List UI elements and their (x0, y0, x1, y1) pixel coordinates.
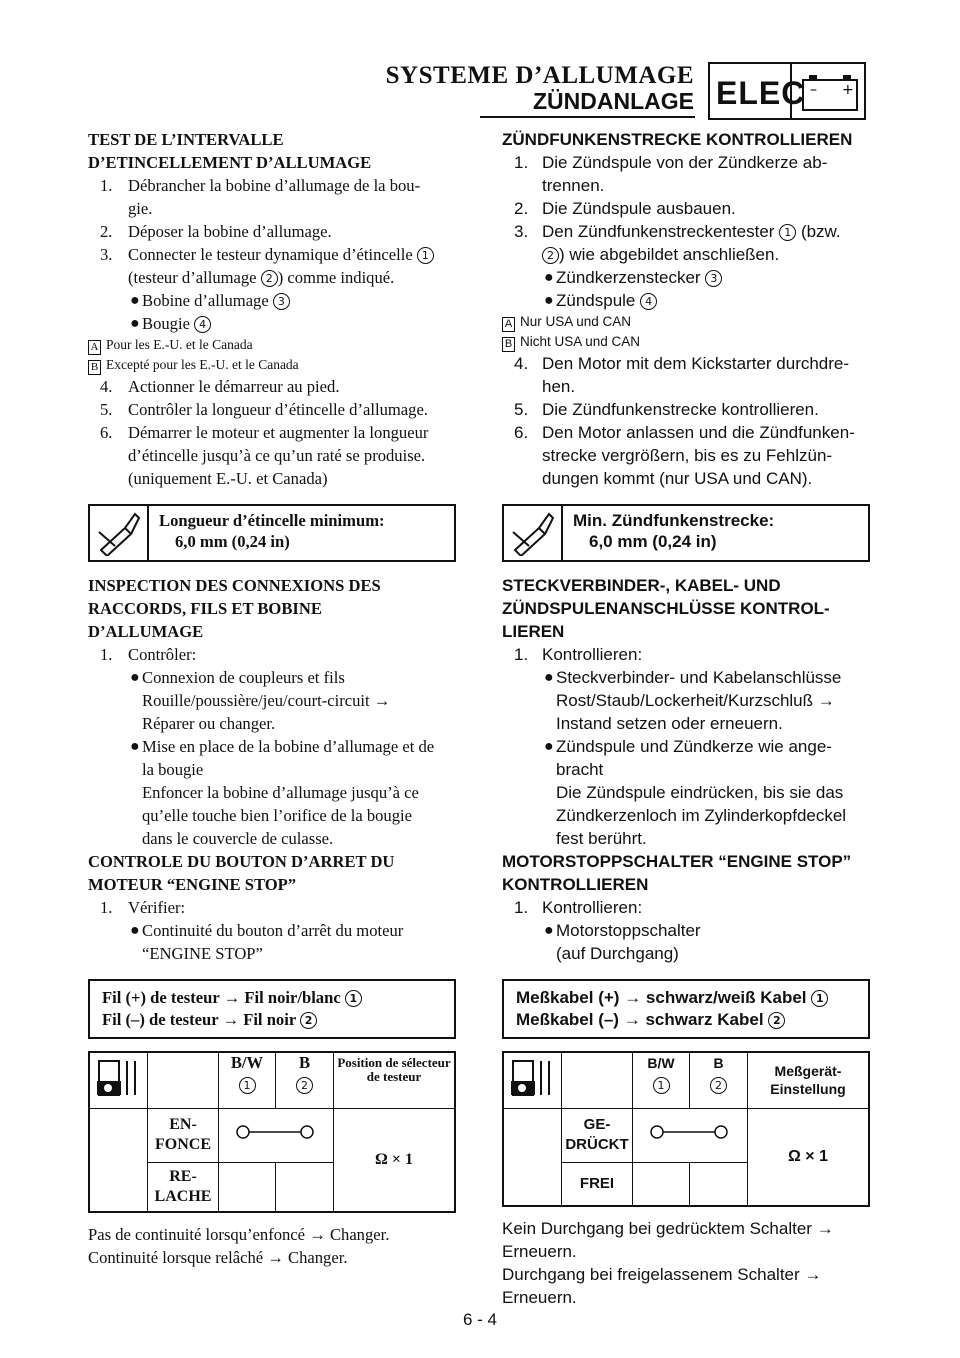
note-b: B Excepté pour les E.-U. et le Canada (88, 355, 468, 375)
continuity-table: B/W 1 B 2 Position de sélecteur de testeur EN- FONCE Ω × 1 RE- LACHE (88, 1051, 456, 1213)
check-step-1: 1. Contrôler: (100, 645, 197, 664)
ohm-setting-de: Ω × 1 (748, 1108, 870, 1206)
header-rule (480, 116, 695, 118)
col-b-de: B (713, 1055, 724, 1071)
multimeter-icon-de (503, 1052, 562, 1108)
note-b-de: B Nicht USA und CAN (502, 332, 872, 352)
check-step-1-de: 1. Kontrollieren: (514, 645, 643, 664)
spec-wrench-icon-de (504, 506, 563, 560)
heading-connections: INSPECTION DES CONNEXIONS DES RACCORDS, FILS ET BOBINE D’ALLUMAGE (88, 576, 381, 641)
spec-value-de: 6,0 mm (0,24 in) (589, 532, 717, 551)
section-badge (708, 62, 866, 120)
col-position-de: Meßgerät- Einstellung (748, 1052, 870, 1108)
step-2-de: 2. Die Zündspule ausbauen. (514, 199, 736, 218)
verify-step-1: 1. Vérifier: (100, 898, 186, 917)
wire-box-de: Meßkabel (+) → schwarz/weiß Kabel 1 Meßkabel (–) → schwarz Kabel 2 (502, 979, 870, 1039)
continuity-line-de (633, 1108, 748, 1162)
step-3: 3. Connecter le testeur dynamique d’étincelle 1 (testeur d’allumage 2 ) comme indiqué. (88, 243, 468, 289)
section-code: ELEC (716, 75, 806, 111)
heading-engine-stop: CONTROLE DU BOUTON D’ARRET DU MOTEUR “ENGINE STOP” (88, 852, 395, 894)
row-pressed-de: GE- DRÜCKT (562, 1108, 633, 1162)
bullet-coil-fit: ● Mise en place de la bobine d’allumage et de la bougie Enfoncer la bobine d’allumage jusqu’à ce qu’elle touche bien l’orifice de la bougie dans le couvercle de culasse. (130, 737, 435, 848)
step-3-de: 3. Den Zündfunkenstreckentester 1 (bzw. 2 ) wie abgebildet anschließen. (514, 222, 841, 264)
step-5: 5. Contrôler la longueur d’étincelle d’allumage. (100, 400, 428, 419)
step-1: 1. Débrancher la bobine d’allumage de la bou- gie. (100, 176, 421, 218)
ohm-setting: Ω × 1 (334, 1108, 456, 1212)
result-1: Pas de continuité lorsqu’enfoncé → Changer. (88, 1225, 390, 1244)
bullet-couplers: ● Connexion de coupleurs et fils Rouille/poussière/jeu/court-circuit → Réparer ou changer. (130, 668, 391, 733)
step-5-de: 5. Die Zündfunkenstrecke kontrollieren. (514, 400, 819, 419)
multimeter-icon (89, 1052, 148, 1108)
spec-wrench-icon (90, 506, 149, 560)
header-title-fr: SYSTEME D’ALLUMAGE (385, 62, 694, 89)
step-6: 6. Démarrer le moteur et augmenter la longueur d’étincelle jusqu’à ce qu’un raté se produise. (uniquement E.-U. et Canada) (100, 423, 429, 488)
heading-spark-test-de: ZÜNDFUNKENSTRECKE KONTROLLIEREN (502, 130, 853, 149)
bullet-coil-fit-de: ● Zündspule und Zündkerze wie ange- bracht Die Zündspule eindrücken, bis sie das Zündkerzenloch im Zylinderkopfdeckel fest berührt. (544, 737, 847, 848)
battery-minus: – (810, 82, 817, 98)
column-french (88, 128, 468, 1269)
bullet-continuity-de: ● Motorstoppschalter (auf Durchgang) (544, 921, 701, 963)
bullet-continuity: ● Continuité du bouton d’arrêt du moteur “ENGINE STOP” (130, 921, 404, 963)
col-bw: B/W (230, 1053, 264, 1072)
spec-label: Longueur d’étincelle minimum: (159, 511, 385, 530)
heading-connections-de: STECKVERBINDER-, KABEL- UND ZÜNDSPULENANSCHLÜSSE KONTROL- LIEREN (502, 576, 830, 641)
result-1-de: Kein Durchgang bei gedrücktem Schalter → Erneuern. (502, 1219, 834, 1261)
spec-label-de: Min. Zündfunkenstrecke: (573, 511, 775, 530)
verify-step-1-de: 1. Kontrollieren: (514, 898, 643, 917)
wire-box: Fil (+) de testeur → Fil noir/blanc 1 Fil (–) de testeur → Fil noir 2 (88, 979, 456, 1039)
result-2-de: Durchgang bei freigelassenem Schalter → Erneuern. (502, 1265, 822, 1307)
col-position: Position de sélecteur de testeur (337, 1055, 451, 1084)
step-1-de: 1. Die Zündspule von der Zündkerze ab- trennen. (514, 153, 828, 195)
row-released: RE- LACHE (148, 1162, 219, 1212)
bullet-couplers-de: ● Steckverbinder- und Kabelanschlüsse Rost/Staub/Lockerheit/Kurzschluß → Instand setzen oder erneuern. (544, 668, 842, 733)
step-4: 4. Actionner le démarreur au pied. (100, 377, 340, 396)
bullet-coil: ● Bobine d’allumage 3 (88, 289, 468, 312)
col-b: B (298, 1053, 311, 1072)
column-german (502, 128, 872, 1309)
row-pressed: EN- FONCE (148, 1108, 219, 1162)
header-title-de: ZÜNDANLAGE (533, 88, 694, 114)
page-number: 6 - 4 (462, 1310, 498, 1329)
note-a-de: A Nur USA und CAN (502, 312, 872, 332)
spec-box (88, 504, 456, 562)
continuity-table-de: B/W 1 B 2 Meßgerät- Einstellung GE- DRÜCKT Ω × 1 FREI (502, 1051, 870, 1207)
result-2: Continuité lorsque relâché → Changer. (88, 1248, 348, 1267)
battery-plus: + (842, 82, 854, 98)
spec-box-de (502, 504, 870, 562)
step-4-de: 4. Den Motor mit dem Kickstarter durchdre- hen. (514, 354, 850, 396)
row-released-de: FREI (562, 1162, 633, 1206)
bullet-plug: ● Bougie 4 (88, 312, 468, 335)
heading-spark-test: TEST DE L’INTERVALLE D’ETINCELLEMENT D’ALLUMAGE (88, 130, 372, 172)
battery-icon (800, 72, 860, 112)
note-a: A Pour les E.-U. et le Canada (88, 335, 468, 355)
step-6-de: 6. Den Motor anlassen und die Zündfunken- strecke vergrößern, bis es zu Fehlzün- dungen kommt (nur USA und CAN). (514, 423, 855, 488)
spec-value: 6,0 mm (0,24 in) (175, 532, 290, 551)
step-2: 2. Déposer la bobine d’allumage. (100, 222, 332, 241)
continuity-line (219, 1108, 334, 1162)
heading-engine-stop-de: MOTORSTOPPSCHALTER “ENGINE STOP” KONTROLLIEREN (502, 852, 852, 894)
bullet-plug-cap-de: ● Zündkerzenstecker 3 (502, 266, 872, 289)
bullet-coil-de: ● Zündspule 4 (502, 289, 872, 312)
col-bw-de: B/W (647, 1055, 675, 1071)
